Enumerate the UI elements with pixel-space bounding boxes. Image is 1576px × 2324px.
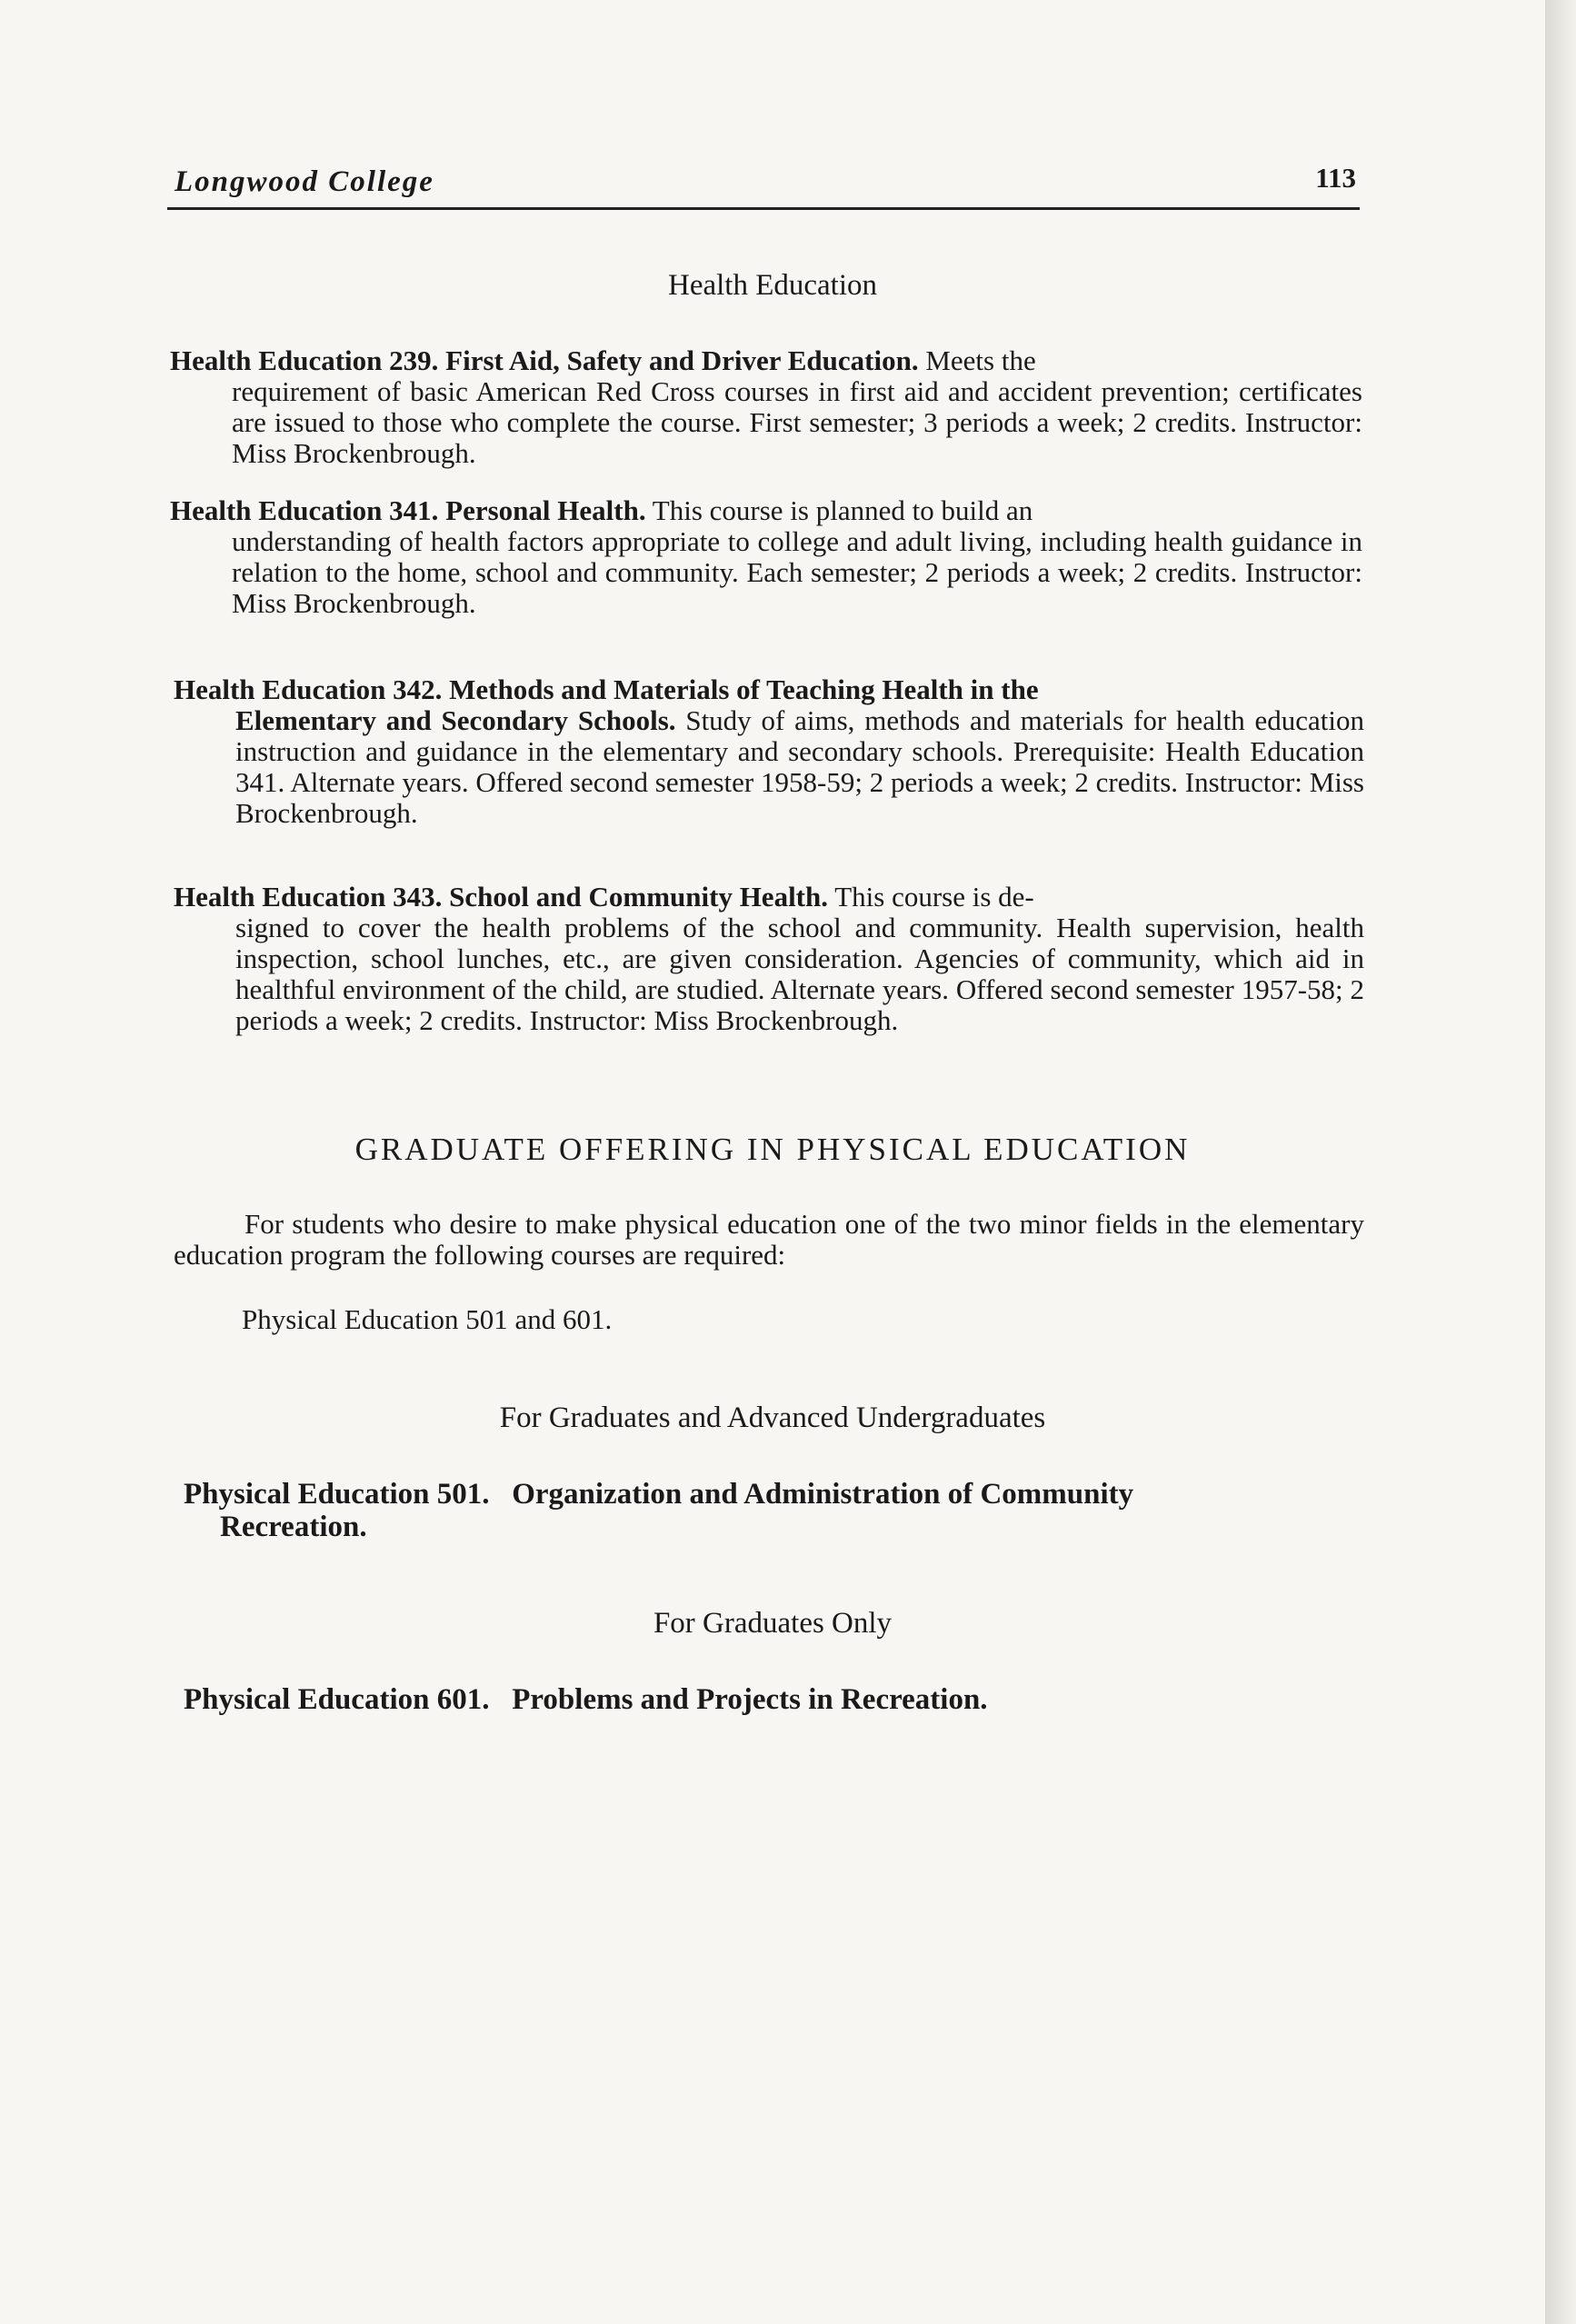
course-heading-line bbox=[184, 1478, 1133, 1511]
course-title: Problems and Projects in Recreation. bbox=[512, 1683, 988, 1716]
page-edge bbox=[1545, 0, 1576, 2324]
course-code: Physical Education 601. bbox=[184, 1683, 490, 1716]
course-heading-line bbox=[174, 674, 1364, 705]
course-code: Health Education 343. bbox=[174, 881, 443, 913]
course-code: Health Education 341. bbox=[170, 494, 439, 526]
course-pe-501 bbox=[184, 1478, 1365, 1543]
course-code: Health Education 239. bbox=[170, 344, 439, 376]
course-code: Health Education 342. bbox=[174, 673, 443, 705]
course-pe-601 bbox=[184, 1683, 1365, 1716]
course-description-start: Meets the bbox=[925, 344, 1036, 376]
sub-heading-graduates-only: For Graduates Only bbox=[653, 1607, 893, 1640]
course-title: Personal Health. bbox=[445, 494, 646, 526]
course-description: understanding of health factors appropriate to college and adult living, including health guidance in relation to the home, school and community. Each semester; 2 periods a week; 2 credits. Instructor: Miss Brockenbrough. bbox=[232, 525, 1362, 619]
required-courses: Physical Education 501 and 601. bbox=[242, 1303, 613, 1335]
course-description: signed to cover the health problems of the school and community. Health supervision, health inspection, school lunches, etc., are given consideration. Agencies of community, which aid in healthful environment of the child, are studied. Alternate years. Offered second semester 1957-58; 2 periods a week; 2 credits. Instructor: Miss Brockenbrough. bbox=[235, 912, 1364, 1036]
course-heading-line bbox=[174, 882, 1364, 913]
course-health-342 bbox=[174, 674, 1364, 829]
course-heading-line bbox=[170, 345, 1362, 376]
course-description-start: This course is de- bbox=[834, 881, 1034, 913]
course-title: Organization and Administration of Community bbox=[512, 1478, 1134, 1511]
page-number: 113 bbox=[1315, 162, 1356, 194]
course-title: Methods and Materials of Teaching Health in the bbox=[449, 673, 1039, 705]
running-title: Longwood College bbox=[175, 165, 434, 198]
running-header bbox=[167, 162, 1360, 210]
course-title-continued: Recreation. bbox=[220, 1511, 367, 1543]
sub-heading-graduates-advanced: For Graduates and Advanced Undergraduates bbox=[499, 1401, 1046, 1434]
course-code: Physical Education 501. bbox=[184, 1478, 490, 1511]
course-heading-line bbox=[170, 495, 1362, 526]
course-health-341 bbox=[170, 495, 1362, 619]
course-health-343 bbox=[174, 882, 1364, 1036]
course-description-start: This course is planned to build an bbox=[652, 494, 1033, 526]
graduate-intro: For students who desire to make physical education one of the two minor fields in the elementary education program the following courses are required: bbox=[174, 1208, 1364, 1271]
course-title: School and Community Health. bbox=[449, 881, 828, 913]
course-health-239 bbox=[170, 345, 1362, 469]
section-heading-health-education: Health Education bbox=[667, 269, 877, 302]
course-description: requirement of basic American Red Cross courses in first aid and accident prevention; certificates are issued to those who complete the course. First semester; 3 periods a week; 2 credits. Instructor: Miss Brockenbrough. bbox=[232, 375, 1362, 469]
course-title-continued: Elementary and Secondary Schools. bbox=[235, 704, 676, 736]
graduate-offering-heading: GRADUATE OFFERING IN PHYSICAL EDUCATION bbox=[354, 1132, 1191, 1167]
course-description: Study of aims, methods and materials for health education instruction and guidance in the elementary and secondary schools. Prerequisite: Health Education 341. Alternate years. Offered second semester 1958-59; 2 periods a week; 2 credits. Instructor: Miss Brockenbrough. bbox=[235, 704, 1365, 829]
course-title: First Aid, Safety and Driver Education. bbox=[445, 344, 919, 376]
course-body bbox=[174, 705, 1364, 829]
